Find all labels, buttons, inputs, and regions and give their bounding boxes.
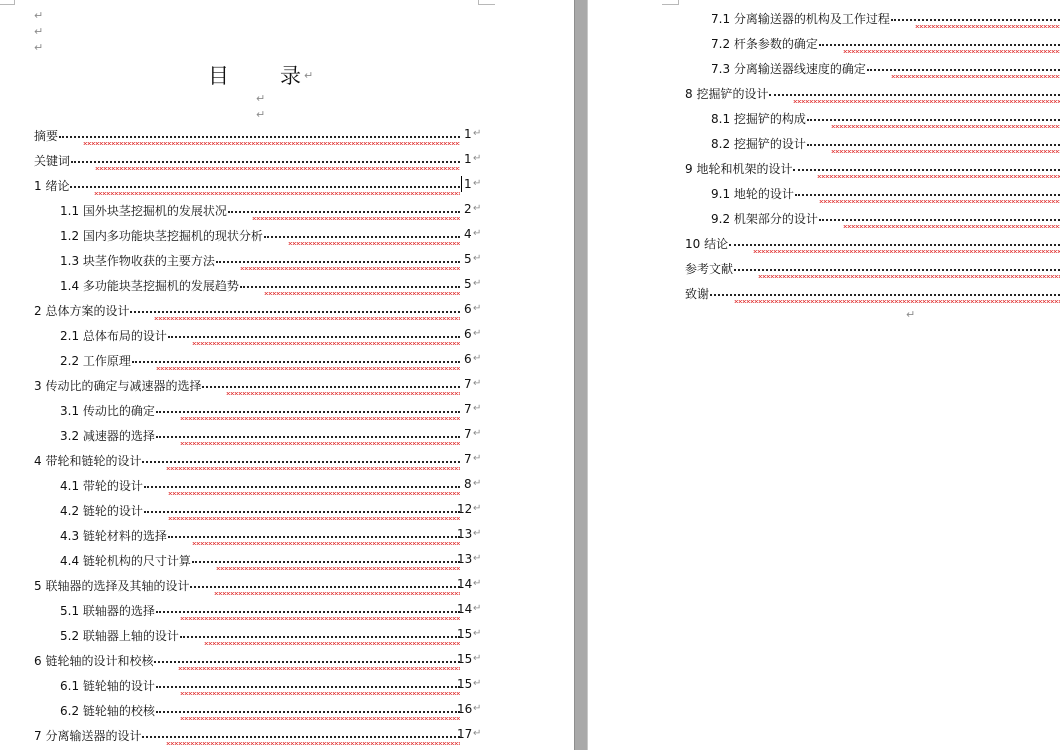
toc-leader-dots bbox=[70, 186, 460, 188]
toc-leader-dots bbox=[156, 711, 460, 713]
toc-page-number: 5 bbox=[464, 277, 472, 291]
toc-entry-label: 关键词 bbox=[34, 154, 71, 168]
page-corner-mark bbox=[478, 0, 495, 5]
spellcheck-underline bbox=[94, 192, 460, 195]
spellcheck-underline bbox=[915, 25, 1060, 28]
toc-leader-dots bbox=[807, 144, 1060, 146]
spellcheck-underline bbox=[843, 50, 1060, 53]
spellcheck-underline bbox=[95, 167, 460, 170]
paragraph-mark: ↵ bbox=[906, 308, 916, 321]
toc-entry-label: 9.1 地轮的设计 bbox=[711, 187, 794, 201]
toc-entry-label: 7.3 分离输送器线速度的确定 bbox=[711, 62, 866, 76]
toc-page-number: 2 bbox=[464, 202, 472, 216]
toc-page-number: 13 bbox=[457, 527, 473, 541]
toc-entry[interactable] bbox=[34, 152, 482, 168]
spellcheck-underline bbox=[178, 667, 460, 670]
toc-leader-dots bbox=[144, 511, 460, 513]
paragraph-mark: ↵ bbox=[473, 228, 482, 239]
page-gap bbox=[574, 0, 588, 750]
toc-entry-label: 参考文献 bbox=[685, 262, 734, 276]
toc-entry[interactable] bbox=[711, 135, 1060, 151]
spellcheck-underline bbox=[214, 592, 460, 595]
toc-entry-label: 7.2 杆条参数的确定 bbox=[711, 37, 818, 51]
paragraph-mark: ↵ bbox=[473, 428, 482, 439]
toc-entry[interactable] bbox=[34, 377, 482, 393]
toc-leader-dots bbox=[264, 236, 460, 238]
toc-entry[interactable] bbox=[711, 10, 1060, 26]
toc-leader-dots bbox=[795, 194, 1060, 196]
toc-entry[interactable] bbox=[60, 277, 482, 293]
spellcheck-underline bbox=[180, 692, 460, 695]
spellcheck-underline bbox=[192, 342, 460, 345]
spellcheck-underline bbox=[192, 542, 460, 545]
toc-entry[interactable] bbox=[711, 185, 1060, 201]
toc-page-number: 7 bbox=[464, 377, 472, 391]
spellcheck-underline bbox=[156, 367, 460, 370]
spellcheck-underline bbox=[180, 417, 460, 420]
toc-leader-dots bbox=[180, 636, 460, 638]
toc-entry[interactable] bbox=[685, 160, 1060, 176]
spellcheck-underline bbox=[819, 200, 1060, 203]
toc-entry[interactable] bbox=[685, 285, 1060, 301]
spellcheck-underline bbox=[753, 250, 1060, 253]
spellcheck-underline bbox=[226, 392, 460, 395]
toc-entry-label: 摘要 bbox=[34, 129, 59, 143]
toc-entry-label: 9.2 机架部分的设计 bbox=[711, 212, 818, 226]
toc-entry[interactable] bbox=[34, 727, 482, 743]
spellcheck-underline bbox=[843, 225, 1060, 228]
toc-title-char: 目 bbox=[208, 64, 229, 88]
toc-entry-label: 6 链轮轴的设计和校核 bbox=[34, 654, 154, 668]
paragraph-mark: ↵ bbox=[473, 478, 482, 489]
toc-entry-label: 1.3 块茎作物收获的主要方法 bbox=[60, 254, 215, 268]
spellcheck-underline bbox=[758, 275, 1060, 278]
toc-page-number: 12 bbox=[457, 502, 473, 516]
spellcheck-underline bbox=[168, 492, 460, 495]
toc-entry[interactable] bbox=[60, 202, 482, 218]
toc-leader-dots bbox=[59, 136, 460, 138]
toc-entry[interactable] bbox=[685, 260, 1060, 276]
toc-leader-dots bbox=[734, 269, 1060, 271]
toc-entry-label: 5.1 联轴器的选择 bbox=[60, 604, 155, 618]
toc-page-number: 6 bbox=[464, 327, 472, 341]
toc-entry-label: 4.4 链轮机构的尺寸计算 bbox=[60, 554, 191, 568]
paragraph-mark: ↵ bbox=[34, 9, 44, 22]
spellcheck-underline bbox=[154, 317, 460, 320]
toc-entry-label: 6.2 链轮轴的校核 bbox=[60, 704, 155, 718]
document-page-right[interactable] bbox=[588, 0, 1060, 750]
paragraph-mark: ↵ bbox=[473, 578, 482, 589]
spellcheck-underline bbox=[734, 300, 1060, 303]
toc-page-number: 15 bbox=[457, 627, 473, 641]
toc-leader-dots bbox=[710, 294, 1060, 296]
toc-entry-label: 4.2 链轮的设计 bbox=[60, 504, 143, 518]
toc-leader-dots bbox=[228, 211, 460, 213]
toc-page-number: 7 bbox=[464, 427, 472, 441]
paragraph-mark: ↵ bbox=[473, 128, 482, 139]
toc-entry[interactable] bbox=[60, 602, 482, 618]
paragraph-mark: ↵ bbox=[473, 353, 482, 364]
paragraph-mark: ↵ bbox=[473, 178, 482, 189]
paragraph-mark: ↵ bbox=[34, 41, 44, 54]
toc-page-number: 1 bbox=[464, 177, 472, 191]
toc-entry-label: 2.1 总体布局的设计 bbox=[60, 329, 167, 343]
toc-entry[interactable] bbox=[60, 677, 482, 693]
paragraph-mark: ↵ bbox=[473, 153, 482, 164]
toc-page-number: 1 bbox=[464, 127, 472, 141]
toc-page-number: 4 bbox=[464, 227, 472, 241]
toc-leader-dots bbox=[819, 219, 1060, 221]
paragraph-mark: ↵ bbox=[256, 92, 266, 105]
toc-entry[interactable] bbox=[711, 110, 1060, 126]
toc-leader-dots bbox=[769, 94, 1060, 96]
toc-entry[interactable] bbox=[60, 327, 482, 343]
text-cursor bbox=[461, 176, 462, 192]
spellcheck-underline bbox=[166, 742, 460, 745]
toc-page-number: 14 bbox=[457, 602, 473, 616]
toc-leader-dots bbox=[216, 261, 460, 263]
spellcheck-underline bbox=[817, 175, 1060, 178]
toc-leader-dots bbox=[891, 19, 1060, 21]
toc-page-number: 15 bbox=[457, 677, 473, 691]
toc-leader-dots bbox=[807, 119, 1060, 121]
toc-leader-dots bbox=[168, 536, 460, 538]
toc-entry[interactable] bbox=[60, 477, 482, 493]
page-corner-mark bbox=[662, 0, 679, 5]
toc-entry-label: 3.2 减速器的选择 bbox=[60, 429, 155, 443]
paragraph-mark: ↵ bbox=[473, 678, 482, 689]
paragraph-mark: ↵ bbox=[473, 703, 482, 714]
toc-page-number: 7 bbox=[464, 402, 472, 416]
toc-title-char: 录 bbox=[280, 64, 301, 88]
toc-entry[interactable] bbox=[34, 452, 482, 468]
paragraph-mark: ↵ bbox=[473, 278, 482, 289]
toc-entry-label: 4 带轮和链轮的设计 bbox=[34, 454, 142, 468]
toc-entry-label: 致谢 bbox=[685, 287, 710, 301]
paragraph-mark: ↵ bbox=[473, 253, 482, 264]
spellcheck-underline bbox=[180, 442, 460, 445]
toc-entry-label: 10 结论 bbox=[685, 237, 729, 251]
spellcheck-underline bbox=[831, 150, 1060, 153]
paragraph-mark: ↵ bbox=[473, 503, 482, 514]
spellcheck-underline bbox=[793, 100, 1060, 103]
paragraph-mark: ↵ bbox=[34, 25, 44, 38]
spellcheck-underline bbox=[216, 567, 460, 570]
paragraph-mark: ↵ bbox=[473, 303, 482, 314]
toc-leader-dots bbox=[142, 736, 460, 738]
toc-entry[interactable] bbox=[60, 502, 482, 518]
toc-entry[interactable] bbox=[34, 652, 482, 668]
toc-page-number: 17 bbox=[457, 727, 473, 741]
toc-entry-label: 8.2 挖掘铲的设计 bbox=[711, 137, 806, 151]
toc-entry-label: 4.1 带轮的设计 bbox=[60, 479, 143, 493]
paragraph-mark: ↵ bbox=[256, 108, 266, 121]
toc-entry[interactable] bbox=[685, 235, 1060, 251]
toc-entry-label: 5.2 联轴器上轴的设计 bbox=[60, 629, 179, 643]
toc-entry-label: 8 挖掘铲的设计 bbox=[685, 87, 769, 101]
toc-entry-label: 1.4 多功能块茎挖掘机的发展趋势 bbox=[60, 279, 239, 293]
toc-leader-dots bbox=[168, 336, 460, 338]
page-corner-mark bbox=[0, 0, 15, 5]
toc-leader-dots bbox=[154, 661, 460, 663]
paragraph-mark: ↵ bbox=[473, 203, 482, 214]
paragraph-mark: ↵ bbox=[304, 69, 314, 82]
toc-leader-dots bbox=[819, 44, 1060, 46]
toc-entry-label: 7.1 分离输送器的机构及工作过程 bbox=[711, 12, 890, 26]
toc-leader-dots bbox=[156, 611, 460, 613]
toc-page-number: 14 bbox=[457, 577, 473, 591]
toc-entry-label: 3 传动比的确定与减速器的选择 bbox=[34, 379, 202, 393]
spellcheck-underline bbox=[180, 617, 460, 620]
toc-page-number: 6 bbox=[464, 302, 472, 316]
toc-entry-label: 3.1 传动比的确定 bbox=[60, 404, 155, 418]
toc-entry-label: 1 绪论 bbox=[34, 179, 70, 193]
toc-leader-dots bbox=[793, 169, 1060, 171]
toc-entry[interactable] bbox=[60, 427, 482, 443]
paragraph-mark: ↵ bbox=[473, 603, 482, 614]
toc-entry-label: 1.2 国内多功能块茎挖掘机的现状分析 bbox=[60, 229, 263, 243]
toc-entry[interactable] bbox=[60, 552, 482, 568]
toc-leader-dots bbox=[190, 586, 460, 588]
toc-leader-dots bbox=[142, 461, 460, 463]
paragraph-mark: ↵ bbox=[473, 403, 482, 414]
toc-entry[interactable] bbox=[60, 227, 482, 243]
toc-leader-dots bbox=[240, 286, 460, 288]
toc-entry-label: 5 联轴器的选择及其轴的设计 bbox=[34, 579, 190, 593]
spellcheck-underline bbox=[83, 142, 460, 145]
toc-page-number: 8 bbox=[464, 477, 472, 491]
paragraph-mark: ↵ bbox=[473, 628, 482, 639]
toc-leader-dots bbox=[132, 361, 460, 363]
toc-page-number: 6 bbox=[464, 352, 472, 366]
toc-entry[interactable] bbox=[60, 252, 482, 268]
toc-entry[interactable] bbox=[60, 402, 482, 418]
paragraph-mark: ↵ bbox=[473, 378, 482, 389]
toc-entry[interactable] bbox=[34, 127, 482, 143]
toc-entry[interactable] bbox=[60, 627, 482, 643]
toc-entry-label: 7 分离输送器的设计 bbox=[34, 729, 142, 743]
toc-leader-dots bbox=[144, 486, 460, 488]
spellcheck-underline bbox=[204, 642, 460, 645]
toc-entry-label: 9 地轮和机架的设计 bbox=[685, 162, 793, 176]
toc-leader-dots bbox=[156, 436, 460, 438]
toc-entry-label: 2.2 工作原理 bbox=[60, 354, 131, 368]
paragraph-mark: ↵ bbox=[473, 528, 482, 539]
toc-entry[interactable] bbox=[711, 210, 1060, 226]
spellcheck-underline bbox=[288, 242, 460, 245]
toc-leader-dots bbox=[192, 561, 460, 563]
toc-page-number: 16 bbox=[457, 702, 473, 716]
toc-leader-dots bbox=[156, 686, 460, 688]
spellcheck-underline bbox=[831, 125, 1060, 128]
toc-entry[interactable] bbox=[34, 177, 482, 193]
toc-page-number: 15 bbox=[457, 652, 473, 666]
toc-leader-dots bbox=[156, 411, 460, 413]
toc-entry-label: 6.1 链轮轴的设计 bbox=[60, 679, 155, 693]
paragraph-mark: ↵ bbox=[473, 653, 482, 664]
paragraph-mark: ↵ bbox=[473, 728, 482, 739]
paragraph-mark: ↵ bbox=[473, 328, 482, 339]
toc-leader-dots bbox=[202, 386, 460, 388]
toc-leader-dots bbox=[867, 69, 1060, 71]
spellcheck-underline bbox=[180, 717, 460, 720]
toc-entry-label: 1.1 国外块茎挖掘机的发展状况 bbox=[60, 204, 227, 218]
spellcheck-underline bbox=[891, 75, 1060, 78]
toc-page-number: 13 bbox=[457, 552, 473, 566]
toc-entry[interactable] bbox=[34, 302, 482, 318]
toc-page-number: 7 bbox=[464, 452, 472, 466]
toc-entry-label: 2 总体方案的设计 bbox=[34, 304, 130, 318]
toc-entry-label: 8.1 挖掘铲的构成 bbox=[711, 112, 806, 126]
toc-leader-dots bbox=[130, 311, 460, 313]
toc-entry-label: 4.3 链轮材料的选择 bbox=[60, 529, 167, 543]
paragraph-mark: ↵ bbox=[473, 553, 482, 564]
toc-entry[interactable] bbox=[685, 85, 1060, 101]
spellcheck-underline bbox=[240, 267, 460, 270]
toc-leader-dots bbox=[71, 161, 460, 163]
spellcheck-underline bbox=[168, 517, 460, 520]
toc-entry[interactable] bbox=[711, 60, 1060, 76]
toc-page-number: 5 bbox=[464, 252, 472, 266]
paragraph-mark: ↵ bbox=[473, 453, 482, 464]
toc-entry[interactable] bbox=[60, 352, 482, 368]
toc-page-number: 1 bbox=[464, 152, 472, 166]
toc-entry[interactable] bbox=[60, 702, 482, 718]
spellcheck-underline bbox=[252, 217, 460, 220]
spellcheck-underline bbox=[264, 292, 460, 295]
toc-entry[interactable] bbox=[60, 527, 482, 543]
spellcheck-underline bbox=[166, 467, 460, 470]
toc-entry[interactable] bbox=[711, 35, 1060, 51]
toc-entry[interactable] bbox=[34, 577, 482, 593]
toc-leader-dots bbox=[729, 244, 1060, 246]
